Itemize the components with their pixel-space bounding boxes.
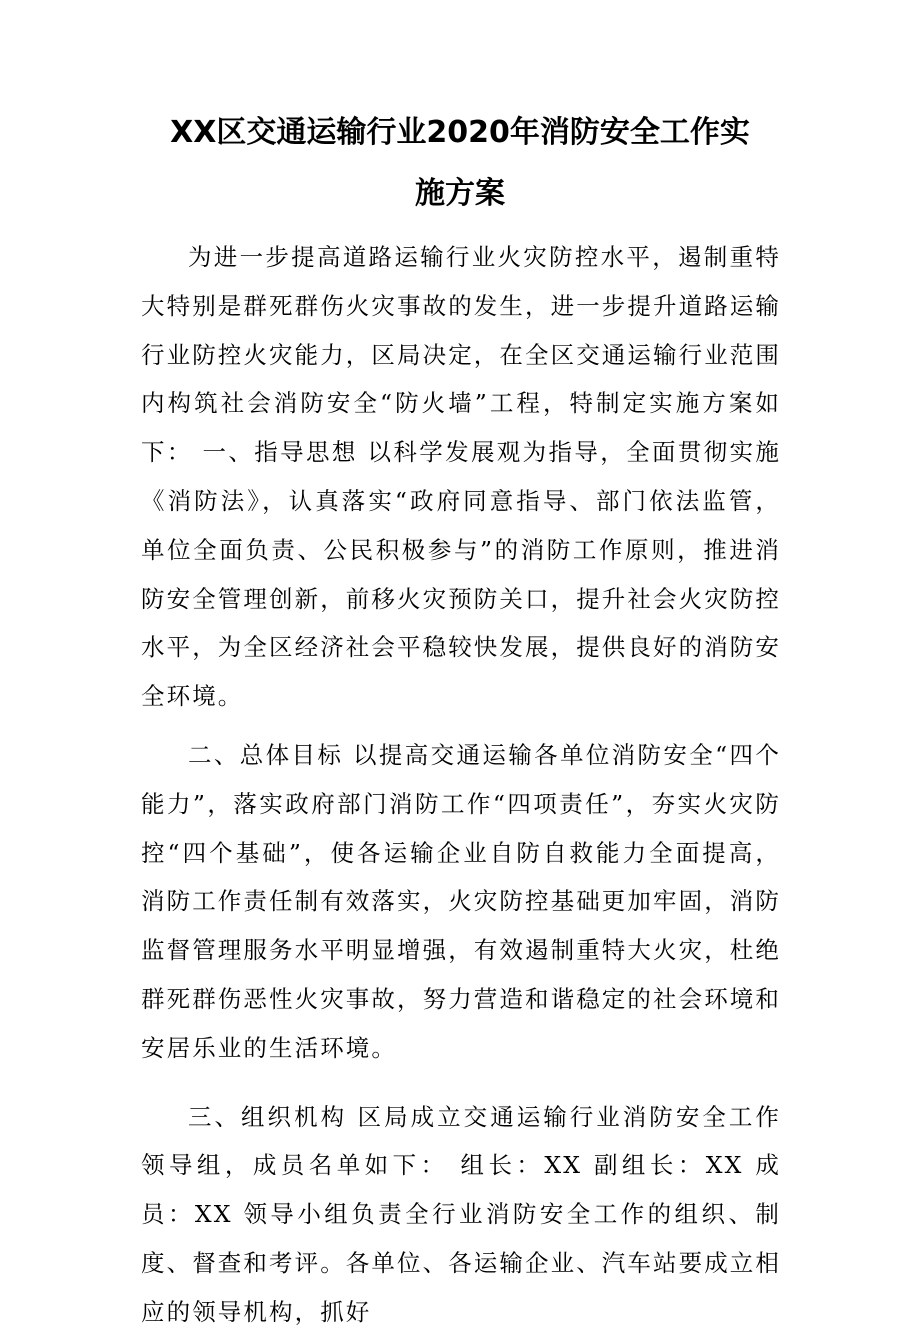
paragraph-intro-guiding-thought: 为进一步提高道路运输行业火灾防控水平，遏制重特大特别是群死群伤火灾事故的发生，进一步提升道路运输行业防控火灾能力，区局决定，在全区交通运输行业范围内构筑社会消防安全“防火墙”工程，特制定实施方案如下： 一、指导思想 以科学发展观为指导，全面贯彻实施《消防法》，认真落实“政府同意指导、部门依法监管，单位全面负责、公民积极参与”的消防工作原则，推进消防安全管理创新，前移火灾预防关口，提升社会火灾防控水平，为全区经济社会平稳较快发展，提供良好的消防安全环境。 xyxy=(141,243,781,711)
document-title-line-2: 施方案 xyxy=(415,176,505,211)
paragraph-organization: 三、组织机构 区局成立交通运输行业消防安全工作领导组，成员名单如下： 组长：XX 副组长：XX 成员：XX 领导小组负责全行业消防安全工作的组织、制度、督查和考评。各单位、各运输企业、汽车站要成立相应的领导机构，抓好 xyxy=(141,1102,781,1326)
paragraph-overall-goal: 二、总体目标 以提高交通运输各单位消防安全“四个能力”，落实政府部门消防工作“四项责任”，夯实火灾防控“四个基础”，使各运输企业自防自救能力全面提高，消防工作责任制有效落实，火灾防控基础更加牢固，消防监督管理服务水平明显增强，有效遏制重特大火灾，杜绝群死群伤恶性火灾事故，努力营造和谐稳定的社会环境和安居乐业的生活环境。 xyxy=(141,740,781,1062)
document-body xyxy=(141,233,781,1337)
document-title-line-1: XX区交通运输行业2020年消防安全工作实 xyxy=(170,115,750,150)
